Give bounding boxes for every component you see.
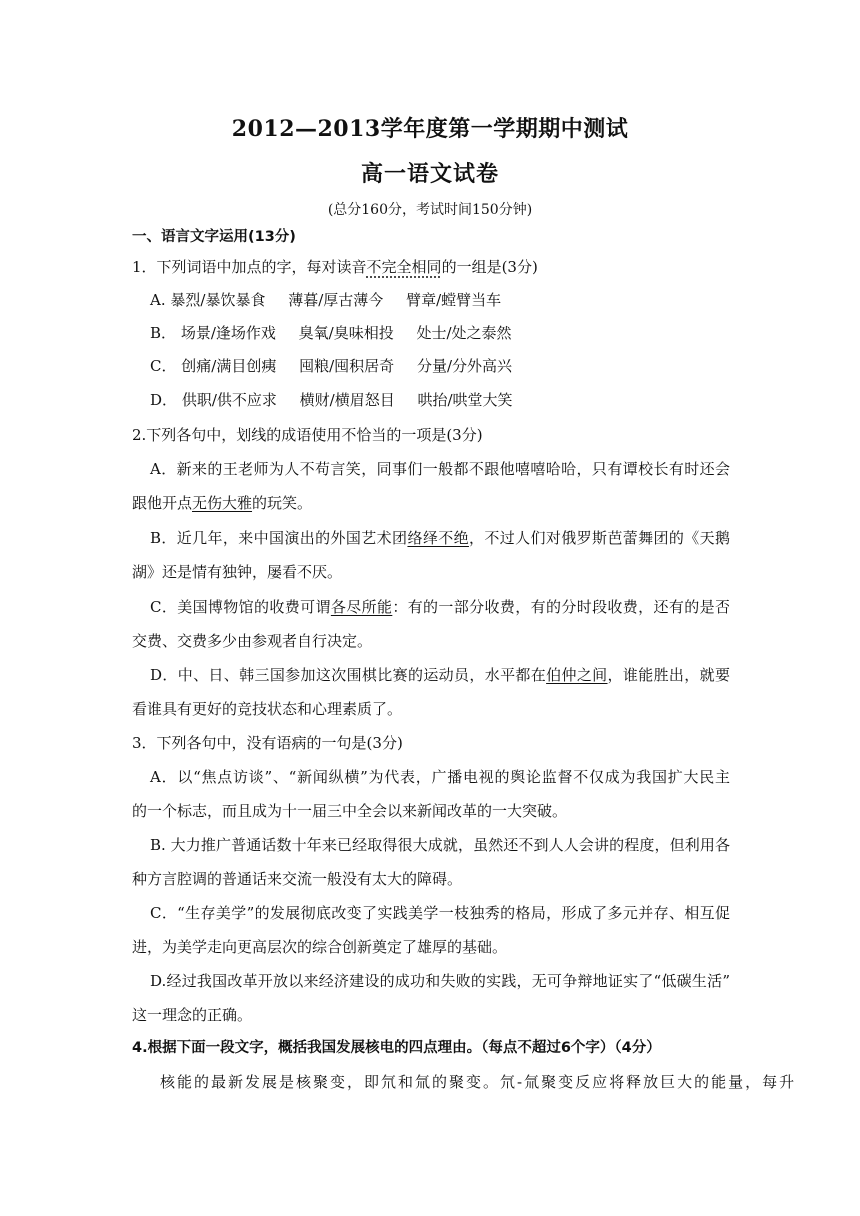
q2-a-line-1: A．新来的王老师为人不苟言笑，同事们一般都不跟他嘻嘻哈哈，只有谭校长有时还会 [150, 460, 730, 478]
option-group-1: 暴烈/暴饮暴食 [170, 291, 266, 309]
option-group-2: 薄暮/厚古薄今 [288, 291, 384, 309]
q2-d-line-2: 看谁具有更好的竞技状态和心理素质了。 [132, 700, 403, 718]
option-group-2: 囤粮/囤积居奇 [299, 357, 395, 375]
q2-d-line-1 [150, 665, 730, 685]
option-group-1: 供职/供不应求 [181, 391, 277, 409]
q3-b-line-2: 种方言腔调的普通话来交流一般没有太大的障碍。 [132, 870, 463, 888]
q2-c-line-2: 交费、交费多少由参观者自行决定。 [132, 632, 373, 650]
q3-d-line-1: D.经过我国改革开放以来经济建设的成功和失败的实践，无可争辩地证实了“低碳生活” [150, 972, 730, 990]
exam-note: (总分160分，考试时间150分钟) [327, 202, 533, 218]
q1-option-a [150, 290, 501, 310]
underlined-idiom: 伯仲之间 [546, 666, 608, 684]
text-run: 的玩笑。 [252, 494, 313, 512]
option-letter: B． [150, 324, 177, 342]
option-group-2: 横财/横眉怒目 [299, 391, 395, 409]
question-3-stem: 3．下列各句中，没有语病的一句是(3分) [132, 734, 403, 752]
question-2-stem: 2.下列各句中，划线的成语使用不恰当的一项是(3分) [132, 426, 483, 444]
underlined-idiom: 各尽所能 [330, 598, 393, 616]
option-group-3: 臂章/螳臂当车 [406, 291, 502, 309]
option-group-1: 创痛/满目创痍 [181, 357, 277, 375]
option-letter: D． [150, 391, 178, 409]
option-letter: A. [150, 291, 166, 309]
text-run: ，不过人们对俄罗斯芭蕾舞团的《天鹅 [468, 529, 730, 547]
option-group-1: 场景/逢场作戏 [180, 324, 276, 342]
q1-stem-a: 1．下列词语中加点的字，每对读音 [132, 258, 367, 276]
option-group-3: 处士/处之泰然 [416, 324, 512, 342]
q3-a-line-1: A．以“焦点访谈”、“新闻纵横”为代表，广播电视的舆论监督不仅成为我国扩大民主 [150, 768, 730, 786]
q2-b-line-2: 湖》还是情有独钟，屡看不厌。 [132, 563, 343, 581]
underlined-idiom: 无伤大雅 [192, 494, 253, 512]
question-4-stem: 4.根据下面一段文字，概括我国发展核电的四点理由。（每点不超过6个字）（4分） [132, 1040, 661, 1056]
q1-option-b [150, 323, 512, 343]
q2-b-line-1 [150, 528, 730, 548]
q1-option-d [150, 390, 513, 410]
q2-a-line-2 [132, 493, 312, 513]
q1-stem-emphasis: 不完全相同 [366, 258, 442, 276]
text-run: D．中、日、韩三国参加这次围棋比赛的运动员，水平都在 [150, 666, 547, 684]
text-run: 跟他开点 [132, 494, 193, 512]
q3-d-line-2: 这一理念的正确。 [132, 1006, 253, 1024]
text-run: ，谁能胜出，就要 [607, 666, 730, 684]
q3-b-line-1: B. 大力推广普通话数十年来已经取得很大成就，虽然还不到人人会讲的程度，但利用各 [150, 836, 730, 854]
text-run: C．美国博物馆的收费可谓 [150, 598, 331, 616]
underlined-idiom: 络绎不绝 [407, 529, 469, 547]
q3-c-line-1: C．“生存美学”的发展彻底改变了实践美学一枝独秀的格局，形成了多元并存、相互促 [150, 904, 730, 922]
q3-a-line-2: 的一个标志，而且成为十一届三中全会以来新闻改革的一大突破。 [132, 802, 568, 820]
option-group-3: 哄抬/哄堂大笑 [417, 391, 513, 409]
exam-title: 2012—2013学年度第一学期期中测试 [231, 116, 629, 142]
text-run: ：有的一部分收费，有的分时段收费，还有的是否 [392, 598, 730, 616]
q1-stem-c: 的一组是(3分) [441, 258, 538, 276]
option-letter: C． [150, 357, 177, 375]
text-run: B．近几年，来中国演出的外国艺术团 [150, 529, 408, 547]
exam-subtitle: 高一语文试卷 [360, 161, 499, 187]
question-1-stem [132, 257, 538, 277]
q1-option-c [150, 356, 512, 376]
section-heading: 一、语言文字运用(13分) [132, 229, 296, 245]
option-group-3: 分量/分外高兴 [416, 357, 513, 375]
q3-c-line-2: 进，为美学走向更高层次的综合创新奠定了雄厚的基础。 [132, 938, 508, 956]
option-group-2: 臭氧/臭味相投 [298, 324, 394, 342]
q4-passage-line-1: 核能的最新发展是核聚变，即氘和氚的聚变。氘-氚聚变反应将释放巨大的能量，每升 [160, 1073, 797, 1091]
q2-c-line-1 [150, 597, 730, 617]
